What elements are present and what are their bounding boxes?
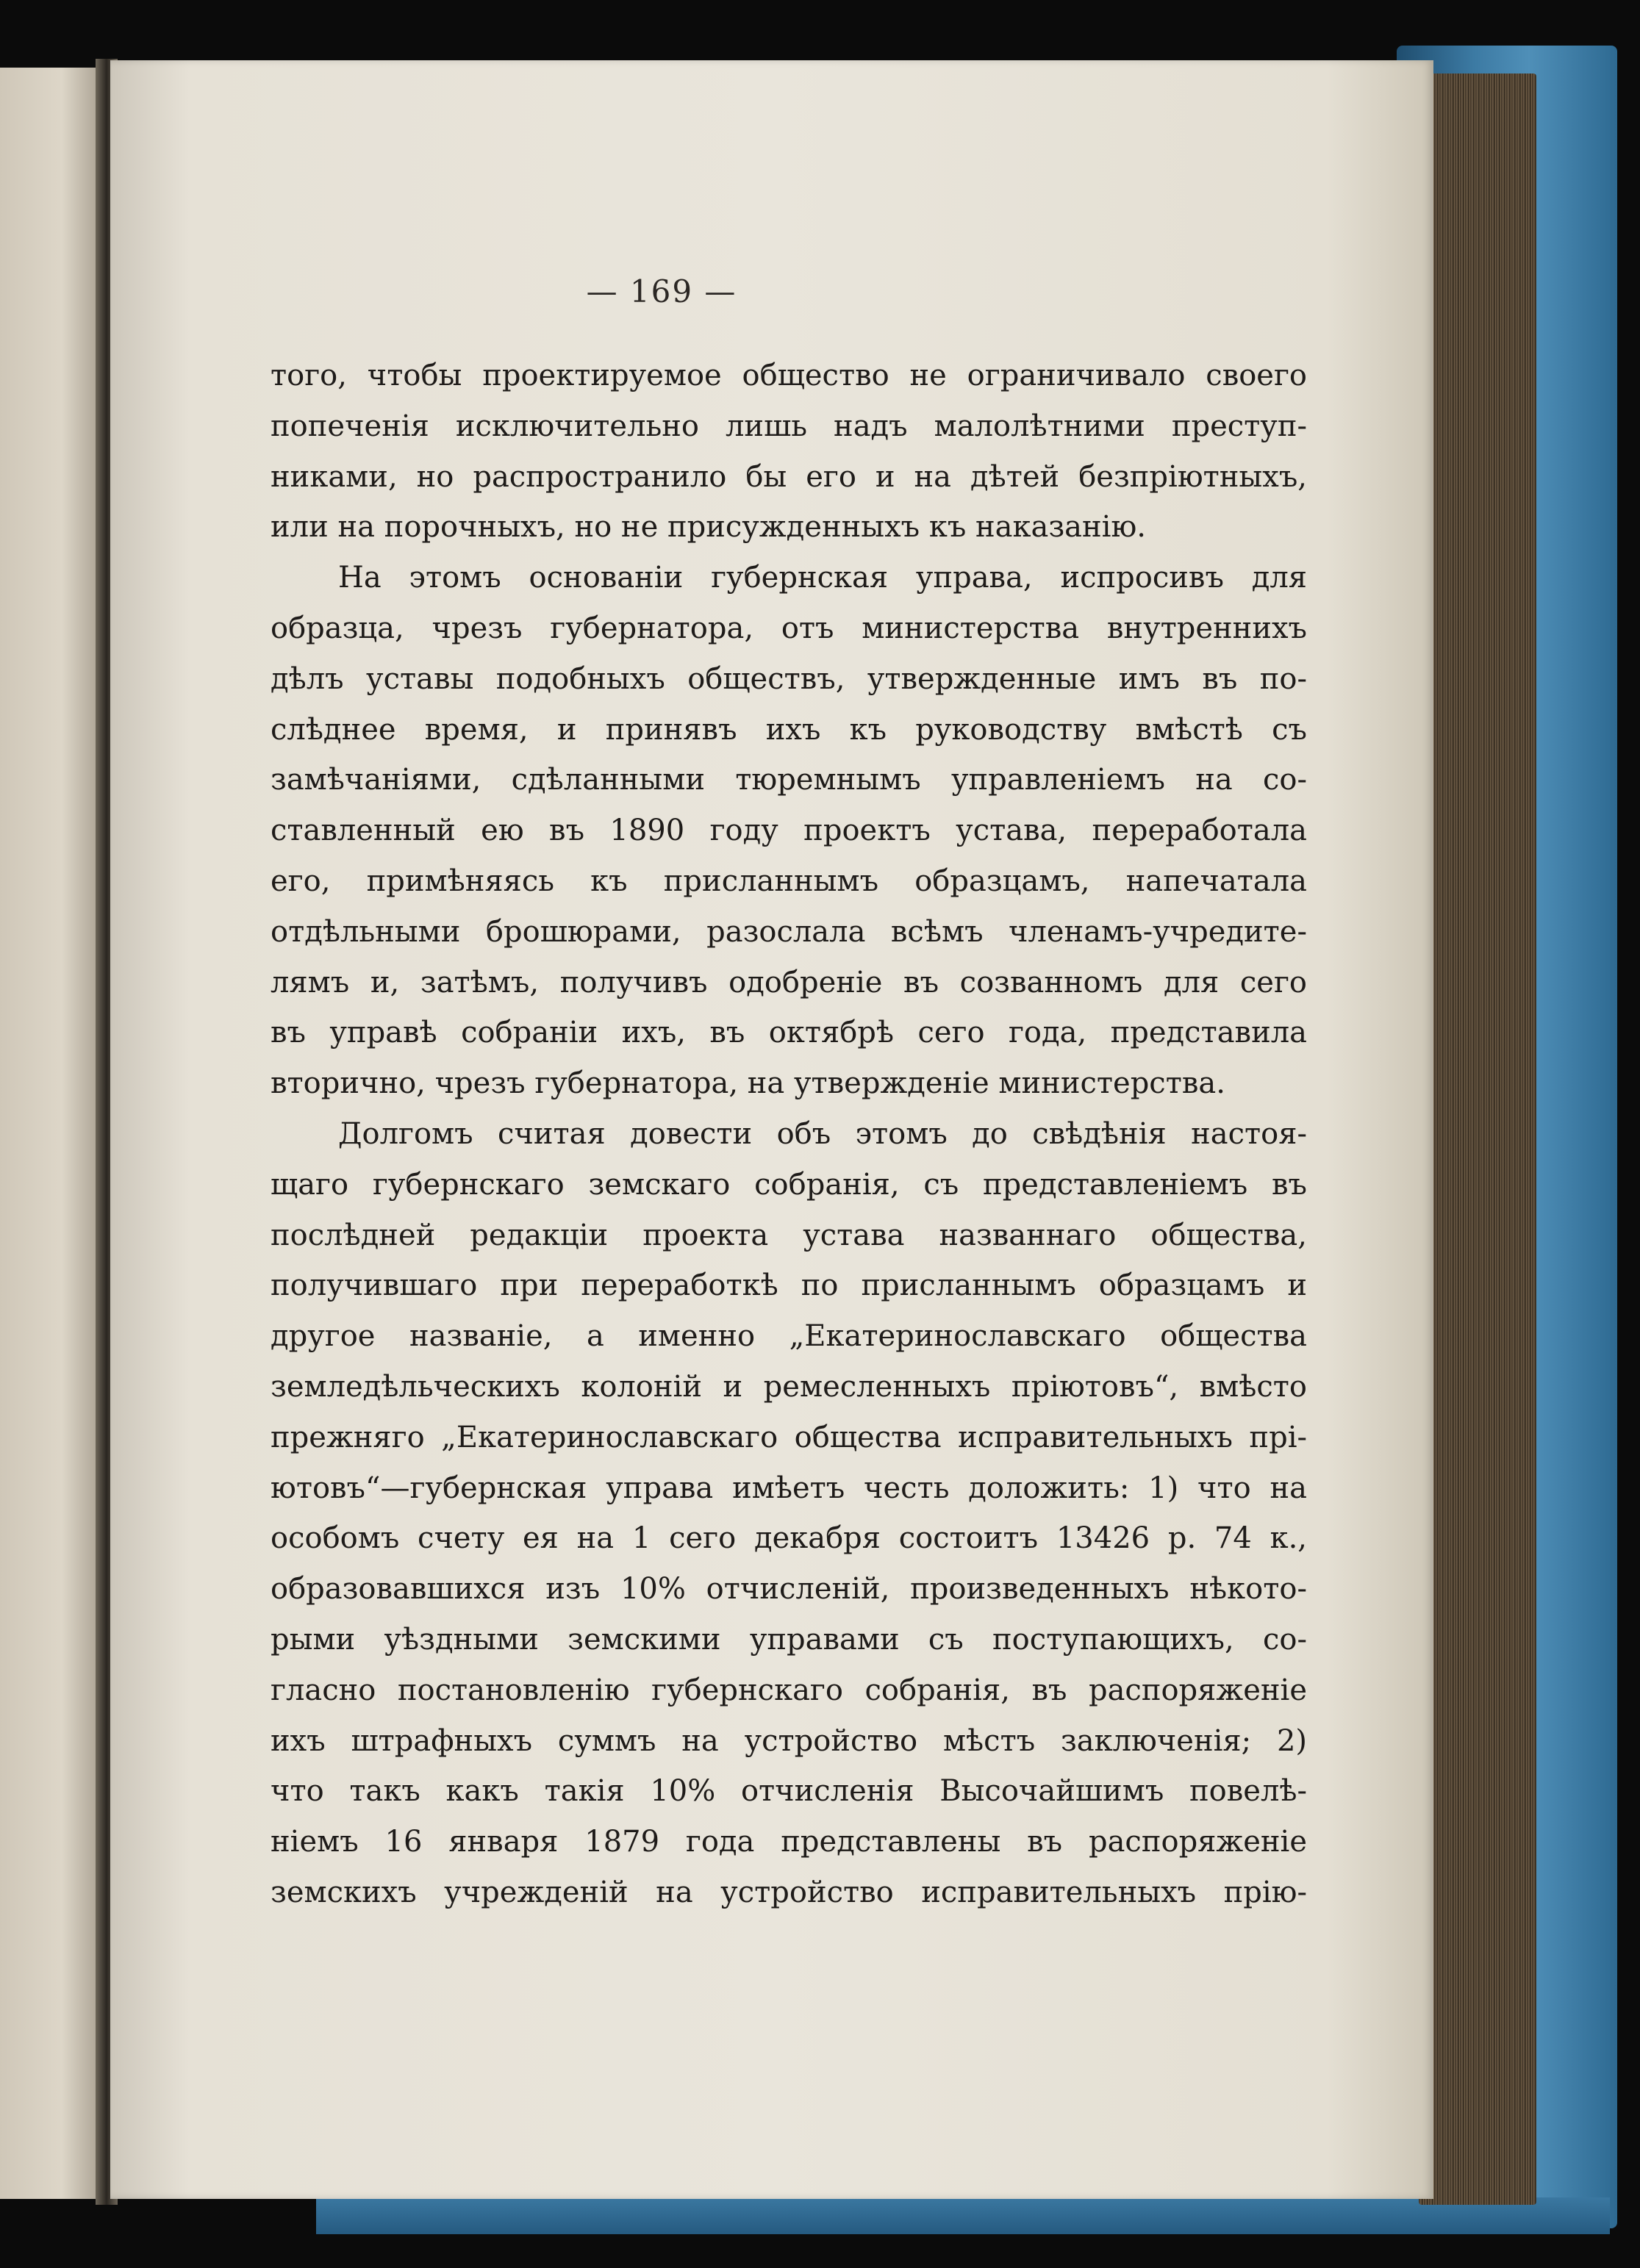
- text-line: щаго губернскаго земскаго собранія, съ представленіемъ въ: [271, 1167, 1307, 1202]
- text-line: ихъ штрафныхъ суммъ на устройство мѣстъ заключенія; 2): [271, 1723, 1307, 1758]
- text-line: его, примѣняясь къ присланнымъ образцамъ, напечатала: [271, 864, 1307, 898]
- text-line: отдѣльными брошюрами, разослала всѣмъ членамъ-учредите-: [271, 914, 1307, 949]
- text-line: замѣчаніями, сдѣланными тюремнымъ управленіемъ на со-: [271, 763, 1307, 797]
- text-line: дѣлъ уставы подобныхъ обществъ, утвержденные имъ въ по-: [271, 661, 1307, 696]
- text-line: На этомъ основаніи губернская управа, испросивъ для: [338, 561, 1307, 595]
- text-line: образовавшихся изъ 10% отчисленій, произведенныхъ нѣкото-: [271, 1572, 1307, 1607]
- text-line: вторично, чрезъ губернатора, на утвержденіе министерства.: [271, 1066, 1225, 1101]
- text-line: или на порочныхъ, но не присужденныхъ къ наказанію.: [271, 510, 1146, 545]
- page-body-text: [271, 351, 1307, 1918]
- text-line: ютовъ“—губернская управа имѣетъ честь доложить: 1) что на: [271, 1471, 1307, 1505]
- text-line: попеченія исключительно лишь надъ малолѣтними преступ-: [271, 409, 1307, 443]
- text-line: рыми уѣздными земскими управами съ поступающихъ, со-: [271, 1622, 1307, 1657]
- text-line: что такъ какъ такія 10% отчисленія Высочайшимъ повелѣ-: [271, 1774, 1307, 1809]
- book-cover-bottom-edge: [316, 2197, 1610, 2234]
- text-line: особомъ счету ея на 1 сего декабря состоитъ 13426 р. 74 к.,: [271, 1521, 1307, 1556]
- text-line: слѣднее время, и принявъ ихъ къ руководству вмѣстѣ съ: [271, 712, 1307, 747]
- text-line: прежняго „Екатеринославскаго общества исправительныхъ прі-: [271, 1420, 1307, 1454]
- text-line: Долгомъ считая довести объ этомъ до свѣдѣнія настоя-: [338, 1116, 1307, 1151]
- text-line: земледѣльческихъ колоній и ремесленныхъ пріютовъ“, вмѣсто: [271, 1369, 1307, 1404]
- left-facing-page: [0, 68, 103, 2199]
- text-line: послѣдней редакціи проекта устава названнаго общества,: [271, 1218, 1307, 1252]
- text-line: ніемъ 16 января 1879 года представлены въ распоряженіе: [271, 1825, 1307, 1859]
- page-edges: [1419, 73, 1536, 2205]
- text-line: ставленный ею въ 1890 году проектъ устава, переработала: [271, 814, 1307, 848]
- text-line: лямъ и, затѣмъ, получивъ одобреніе въ созванномъ для сего: [271, 965, 1307, 1000]
- text-line: гласно постановленію губернскаго собранія, въ распоряженіе: [271, 1673, 1307, 1707]
- book-page: [110, 60, 1433, 2199]
- text-line: того, чтобы проектируемое общество не ограничивало своего: [271, 359, 1307, 392]
- text-line: никами, но распространило бы его и на дѣтей безпріютныхъ,: [271, 459, 1307, 494]
- text-line: образца, чрезъ губернатора, отъ министерства внутреннихъ: [271, 611, 1307, 645]
- text-line: получившаго при переработкѣ по присланнымъ образцамъ и: [271, 1268, 1307, 1303]
- page-number: — 169 —: [586, 273, 737, 309]
- text-line: другое названіе, а именно „Екатеринославскаго общества: [271, 1319, 1307, 1354]
- text-line: въ управѣ собраніи ихъ, въ октябрѣ сего года, представила: [271, 1016, 1307, 1050]
- text-line: земскихъ учрежденій на устройство исправительныхъ прію-: [271, 1875, 1307, 1909]
